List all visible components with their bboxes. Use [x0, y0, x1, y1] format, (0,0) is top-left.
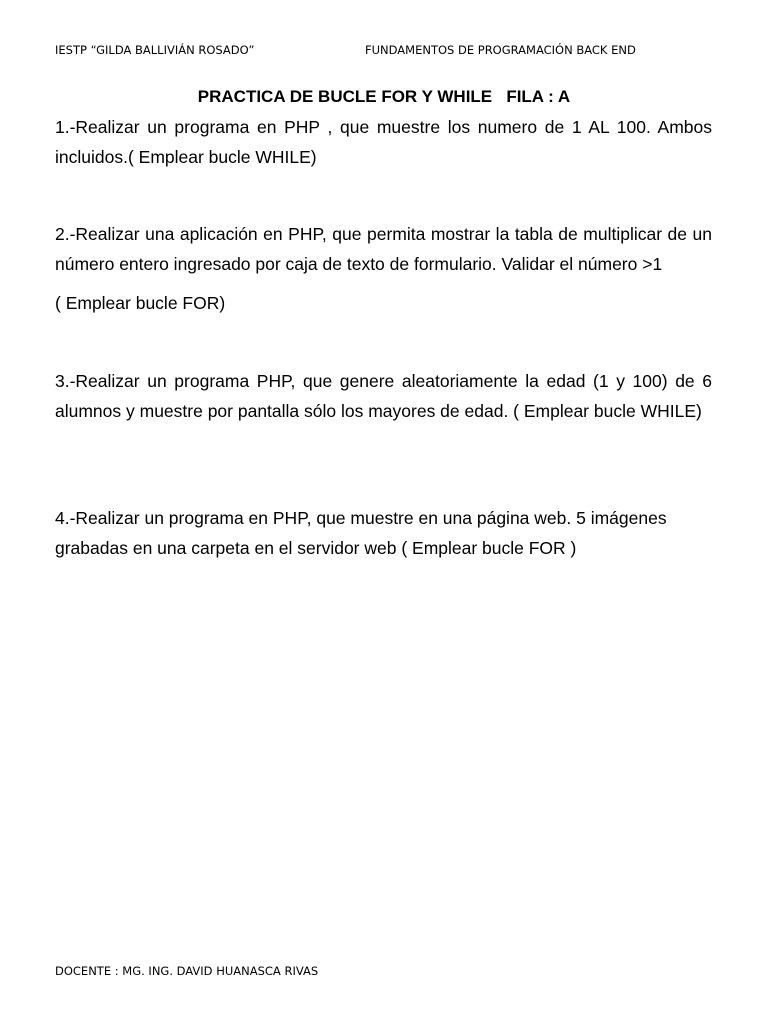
header-course: FUNDAMENTOS DE PROGRAMACIÓN BACK END [365, 43, 636, 57]
footer-teacher: DOCENTE : MG. ING. DAVID HUANASCA RIVAS [55, 964, 319, 978]
exercise-2-note-text: ( Emplear bucle FOR) [55, 293, 226, 313]
header-institution: IESTP “GILDA BALLIVIÁN ROSADO” [55, 43, 255, 57]
exercise-2-note [55, 289, 712, 319]
exercise-2 [55, 220, 712, 279]
page-title: PRACTICA DE BUCLE FOR Y WHILE FILA : A [197, 87, 571, 106]
exercise-4-line-2: grabadas en una carpeta en el servidor web ( Emplear bucle FOR ) [55, 537, 577, 558]
exercise-1 [55, 113, 712, 172]
exercise-3-text: 3.-Realizar un programa PHP, que genere aleatoriamente la edad (1 y 100) de 6 alumnos y muestre por pantalla sólo los mayores de edad. ( Emplear bucle WHILE) [55, 371, 712, 421]
exercise-4-line-1: 4.-Realizar un programa en PHP, que muestre en una página web. 5 imágenes [55, 508, 667, 528]
exercise-1-text: 1.-Realizar un programa en PHP , que muestre los numero de 1 AL 100. Ambos incluidos.( Emplear bucle WHILE) [55, 117, 712, 167]
exercise-2-text: 2.-Realizar una aplicación en PHP, que permita mostrar la tabla de multiplicar de un número entero ingresado por caja de texto de formulario. Validar el número >1 [55, 224, 712, 274]
exercise-4 [55, 504, 712, 563]
exercise-3 [55, 367, 712, 426]
